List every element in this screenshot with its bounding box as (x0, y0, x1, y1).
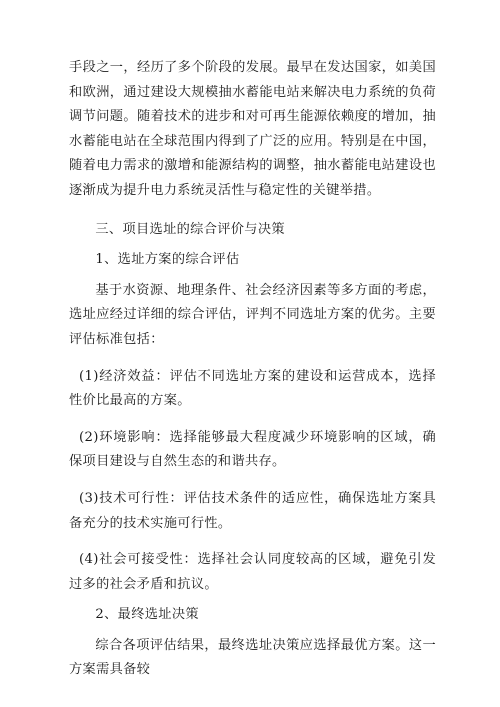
criterion-label: (4)社会可接受性： (79, 552, 198, 568)
criterion-economic (69, 365, 436, 414)
criterion-label: (2)环境影响： (79, 429, 170, 445)
criterion-label: (1)经济效益： (79, 368, 170, 384)
document-body (69, 56, 436, 683)
criterion-text: 选择社会认同度较高的区域，避免引发过多的社会矛盾和抗议。 (69, 552, 437, 592)
subsection-2-heading: 2、最终选址决策 (95, 607, 199, 623)
subsection-1-heading: 1、选址方案的综合评估 (95, 252, 240, 268)
section-heading: 三、项目选址的综合评价与决策 (95, 221, 285, 237)
subsection-2-paragraph: 综合各项评估结果，最终选址决策应选择最优方案。这一方案需具备较 (69, 637, 436, 678)
criterion-technical (69, 487, 436, 536)
criterion-environment (69, 426, 436, 475)
criterion-social (69, 548, 436, 597)
criterion-label: (3)技术可行性： (79, 490, 184, 506)
criterion-text: 评估技术条件的适应性，确保选址方案具备充分的技术实施可行性。 (69, 490, 436, 531)
criterion-text: 评估不同选址方案的建设和运营成本，选择性价比最高的方案。 (69, 368, 436, 409)
subsection-1-paragraph: 基于水资源、地理条件、社会经济因素等多方面的考虑，选址应经过详细的综合评估，评判不同选址方案的优劣。主要评估标准包括： (69, 282, 436, 347)
criterion-text: 选择能够最大程度减少环境影响的区域，确保项目建设与自然生态的和谐共存。 (69, 429, 436, 470)
intro-paragraph: 手段之一，经历了多个阶段的发展。最早在发达国家，如美国和欧洲，通过建设大规模抽水蓄能电站来解决电力系统的负荷调节问题。随着技术的进步和对可再生能源依赖度的增加，抽水蓄能电站在全球范围内得到了广泛的应用。特别是在中国，随着电力需求的激增和能源结构的调整，抽水蓄能电站建设也逐渐成为提升电力系统灵活性与稳定性的关键举措。 (69, 60, 436, 198)
